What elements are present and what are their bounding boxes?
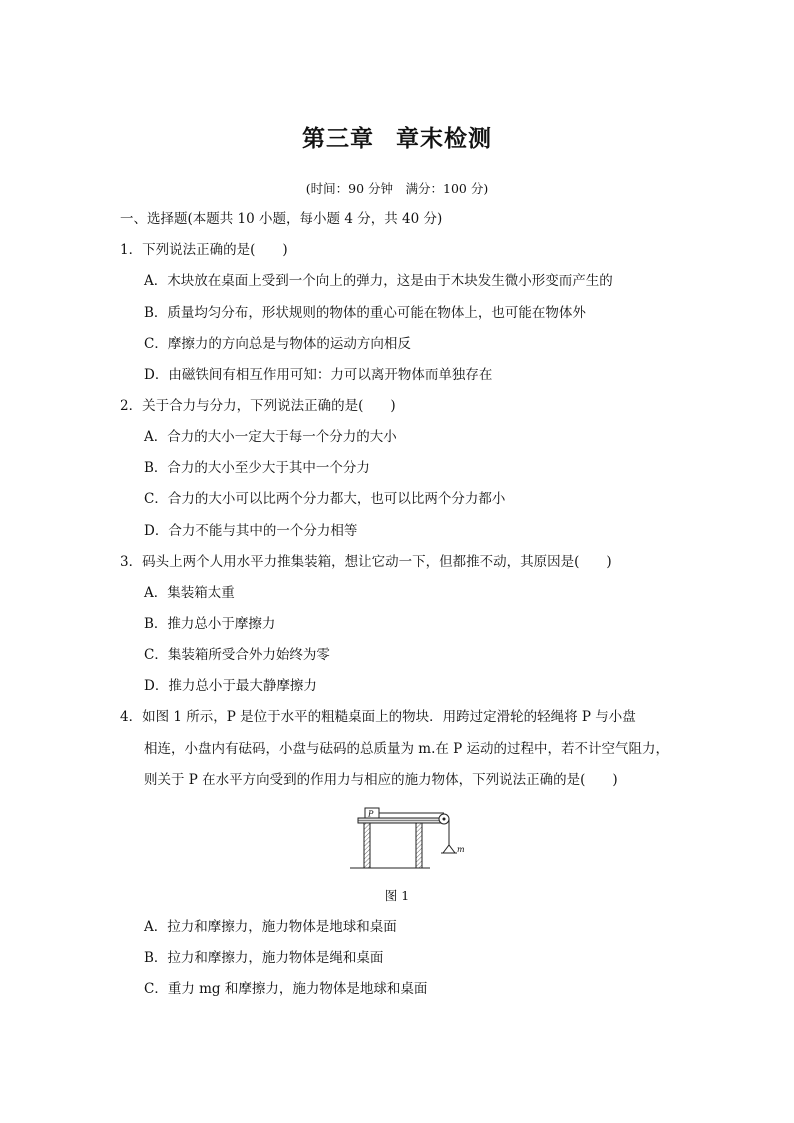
figure-1-diagram [350, 805, 466, 875]
figure-label-p: P [368, 809, 374, 819]
chapter-title: 章末检测 [396, 126, 492, 152]
question-2-option-a: A．合力的大小一定大于每一个分力的大小 [144, 429, 397, 445]
table-leg-right [416, 823, 422, 868]
question-4-stem-line-3: 则关于 P 在水平方向受到的作用力与相应的施力物体，下列说法正确的是( ) [144, 772, 618, 788]
question-2-stem: 2．关于合力与分力，下列说法正确的是( ) [120, 398, 396, 414]
exam-info: (时间：90 分钟 满分：100 分) [305, 181, 489, 196]
question-4-option-b: B．拉力和摩擦力，施力物体是绳和桌面 [144, 950, 384, 966]
question-3-option-a: A．集装箱太重 [144, 585, 235, 601]
question-3-stem: 3．码头上两个人用水平力推集装箱，想让它动一下，但都推不动，其原因是( ) [120, 554, 612, 570]
question-4-option-c: C．重力 mg 和摩擦力，施力物体是地球和桌面 [144, 981, 428, 997]
chapter-label: 第三章 [302, 126, 374, 152]
question-3-option-d: D．推力总小于最大静摩擦力 [144, 678, 317, 694]
table-leg-left [364, 823, 370, 868]
question-1-option-c: C．摩擦力的方向总是与物体的运动方向相反 [144, 336, 411, 352]
question-3-option-c: C．集装箱所受合外力始终为零 [144, 647, 330, 663]
question-4-stem-line-2: 相连，小盘内有砝码，小盘与砝码的总质量为 m.在 P 运动的过程中，若不计空气阻力， [144, 741, 670, 757]
question-4-option-a: A．拉力和摩擦力，施力物体是地球和桌面 [144, 919, 397, 935]
page-title [0, 120, 794, 153]
question-1-option-a: A．木块放在桌面上受到一个向上的弹力，这是由于木块发生微小形变而产生的 [144, 273, 613, 289]
weight-tray [443, 845, 455, 853]
question-3-option-b: B．推力总小于摩擦力 [144, 616, 276, 632]
question-1-stem: 1．下列说法正确的是( ) [120, 242, 288, 258]
figure-label-m: m [457, 845, 465, 854]
question-1-option-d: D．由磁铁间有相互作用可知：力可以离开物体而单独存在 [144, 367, 493, 383]
question-2-option-c: C．合力的大小可以比两个分力都大，也可以比两个分力都小 [144, 491, 506, 507]
question-1-option-b: B．质量均匀分布，形状规则的物体的重心可能在物体上，也可能在物体外 [144, 305, 586, 321]
question-2-option-b: B．合力的大小至少大于其中一个分力 [144, 460, 370, 476]
question-2-option-d: D．合力不能与其中的一个分力相等 [144, 523, 358, 539]
question-4-stem-line-1: 4．如图 1 所示，P 是位于水平的粗糙桌面上的物块．用跨过定滑轮的轻绳将 P 与小盘 [120, 709, 636, 725]
section-heading: 一、选择题(本题共 10 小题，每小题 4 分，共 40 分) [120, 211, 443, 227]
figure-1-caption: 图 1 [384, 888, 410, 903]
